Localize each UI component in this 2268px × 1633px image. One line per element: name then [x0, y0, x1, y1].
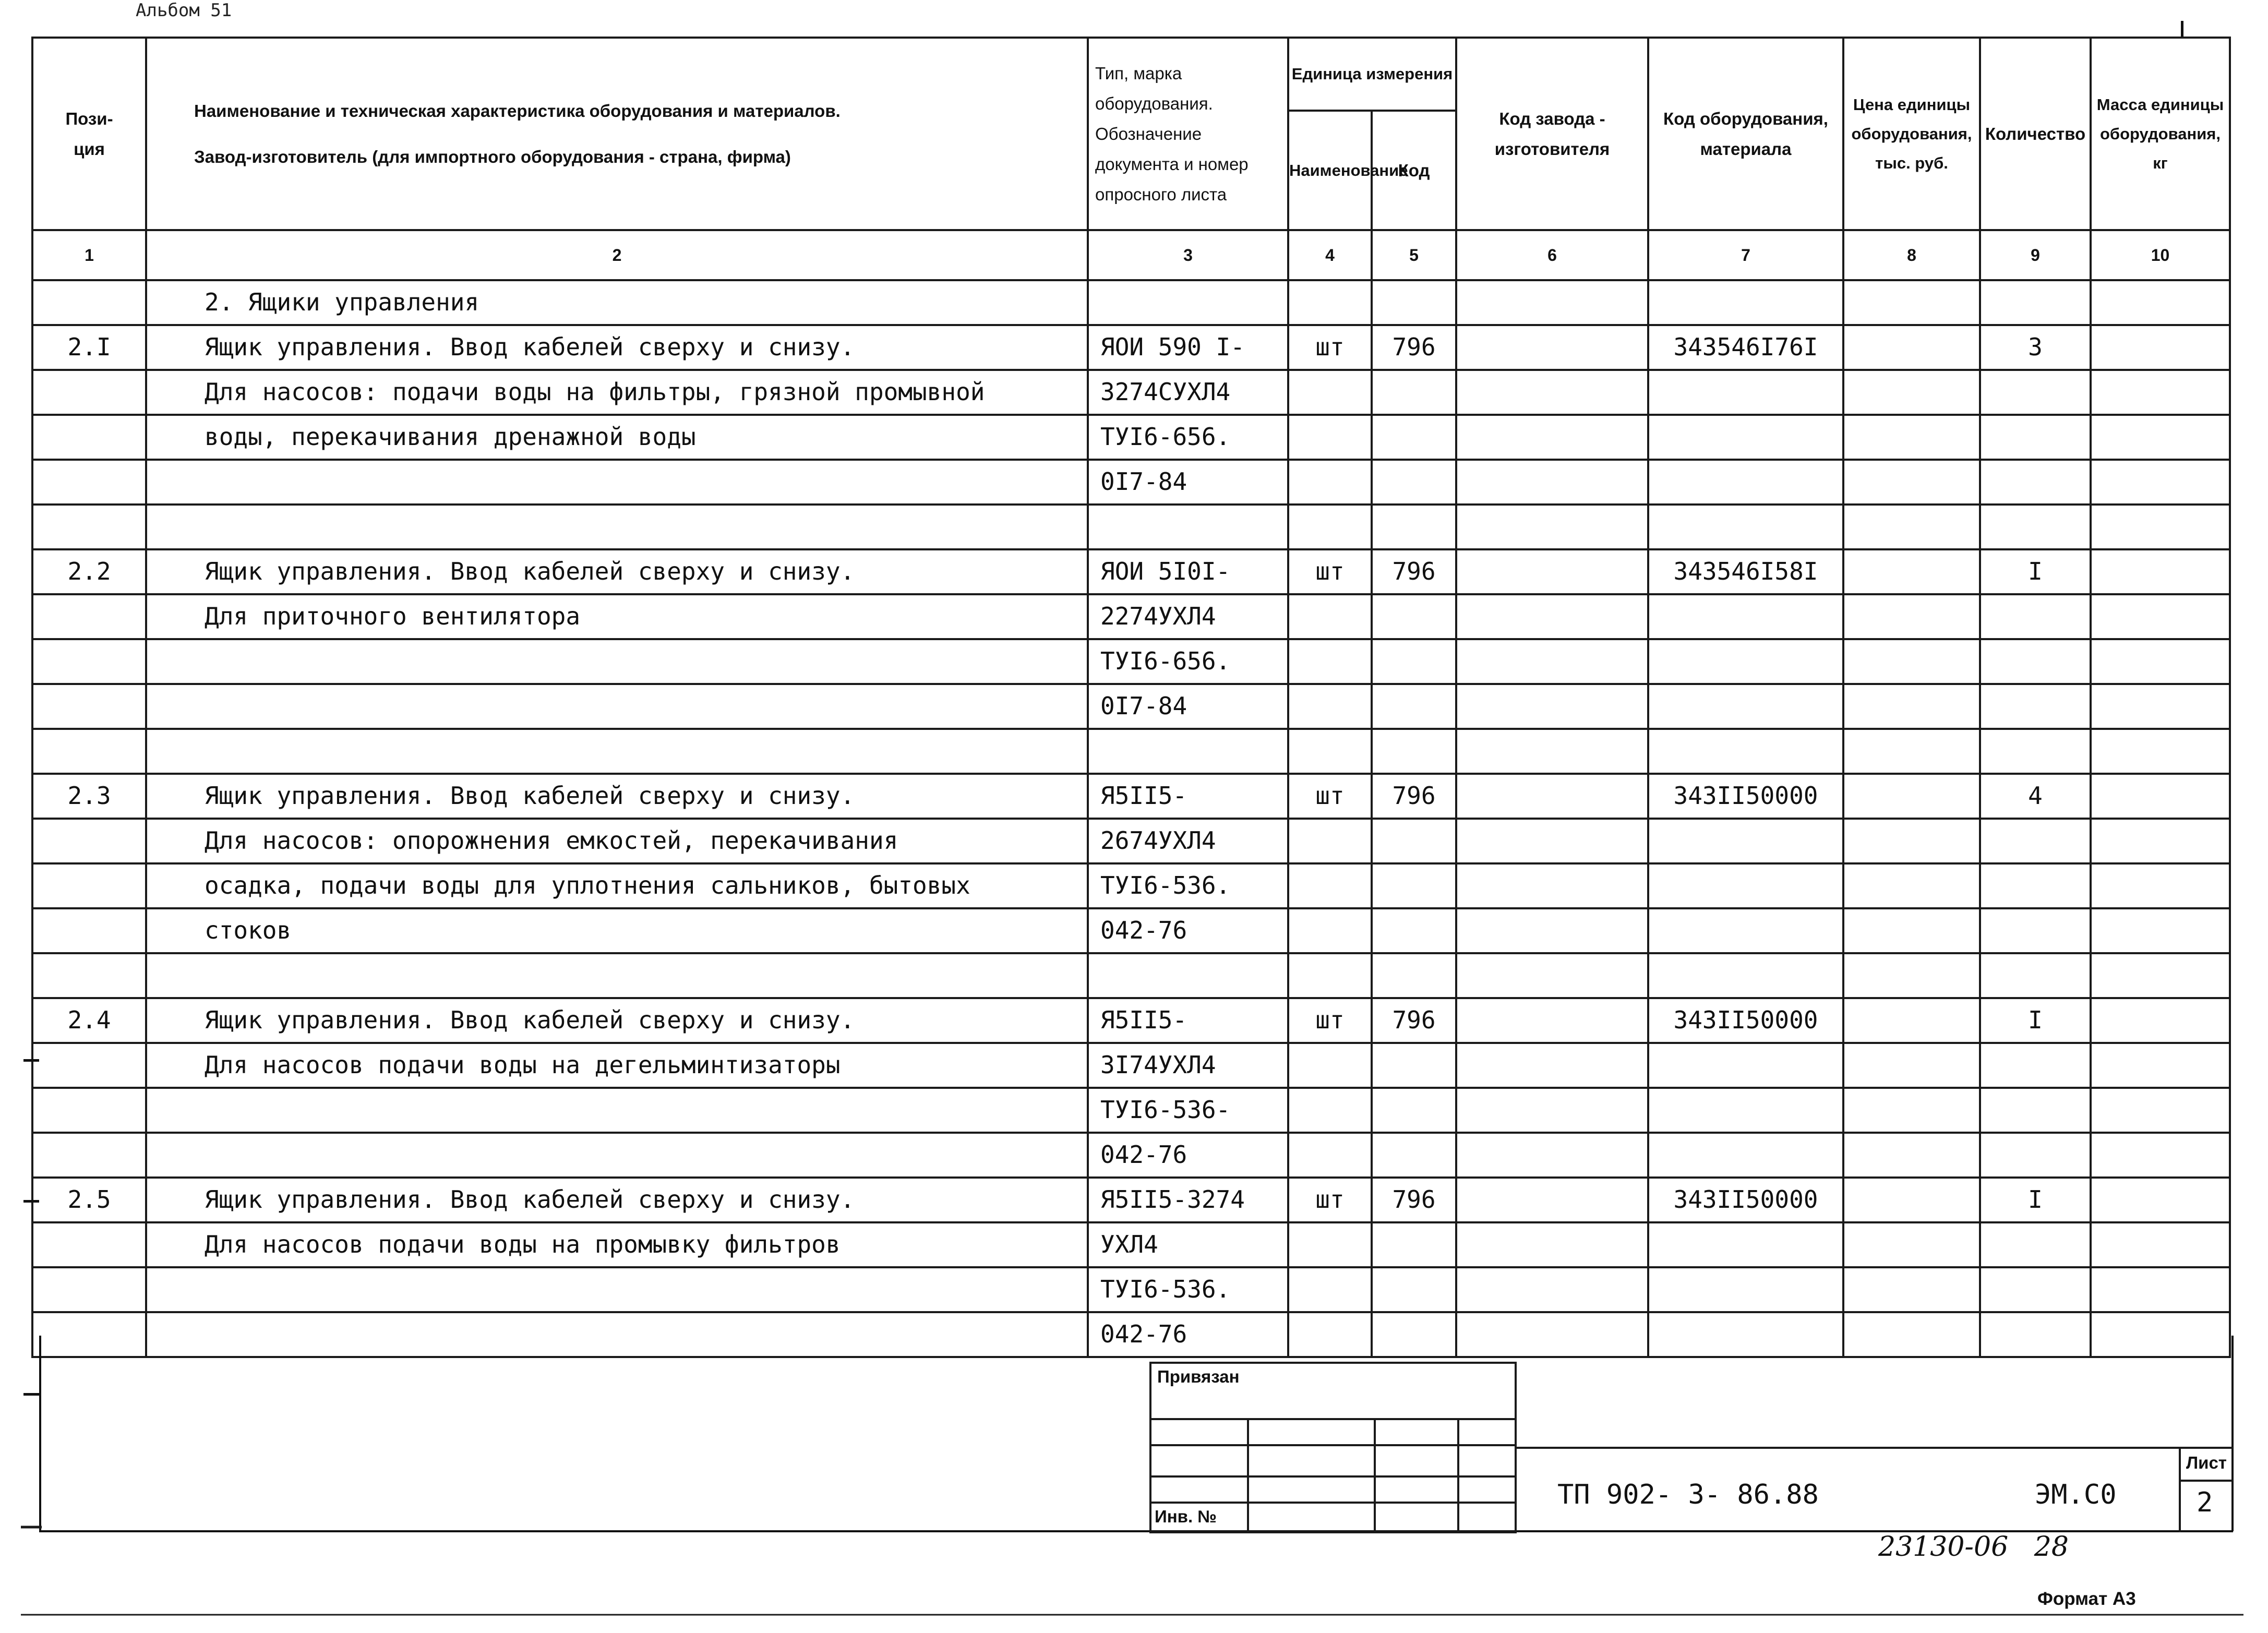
row-unit-name: шт — [1288, 774, 1372, 819]
row-name: Ящик управления. Ввод кабелей сверху и снизу. — [146, 1178, 1088, 1222]
row-unit-name: шт — [1288, 1178, 1372, 1222]
header-unit-group: Единица измерения — [1288, 38, 1456, 111]
row-type-mark: 042-76 — [1088, 908, 1288, 953]
column-number-9: 9 — [1980, 230, 2091, 280]
section-code: ЭМ.С0 — [2035, 1479, 2117, 1510]
row-name: Для насосов: опорожнения емкостей, перекачивания — [146, 819, 1088, 863]
row-type-mark: ТУI6-656. — [1088, 639, 1288, 684]
row-type-mark: 0I7-84 — [1088, 684, 1288, 729]
row-name: 2. Ящики управления — [146, 280, 1088, 325]
column-number-6: 6 — [1456, 230, 1648, 280]
row-type-mark: ТУI6-536. — [1088, 1267, 1288, 1312]
row-type-mark: 2674УХЛ4 — [1088, 819, 1288, 863]
row-type-mark: 2274УХЛ4 — [1088, 594, 1288, 639]
row-name: Для насосов: подачи воды на фильтры, грязной промывной — [146, 370, 1088, 415]
column-number-8: 8 — [1843, 230, 1980, 280]
row-equipment-code: 343II50000 — [1648, 998, 1843, 1043]
row-quantity: I — [1980, 998, 2091, 1043]
row-position: 2.5 — [32, 1178, 146, 1222]
row-name: Ящик управления. Ввод кабелей сверху и снизу. — [146, 549, 1088, 594]
header-position: Пози- ция — [32, 38, 146, 230]
row-type-mark: ТУI6-536- — [1088, 1088, 1288, 1133]
header-unit-price: Цена единицы оборудования, тыс. руб. — [1843, 38, 1980, 230]
row-type-mark: УХЛ4 — [1088, 1222, 1288, 1267]
attached-label: Привязан — [1157, 1367, 1240, 1386]
row-type-mark: Я5II5-3274 — [1088, 1178, 1288, 1222]
row-quantity: 3 — [1980, 325, 2091, 370]
row-position: 2.2 — [32, 549, 146, 594]
row-unit-name: шт — [1288, 549, 1372, 594]
row-position: 2.4 — [32, 998, 146, 1043]
header-equipment-code: Код оборудования, материала — [1648, 38, 1843, 230]
row-name: Ящик управления. Ввод кабелей сверху и снизу. — [146, 325, 1088, 370]
column-number-1: 1 — [32, 230, 146, 280]
column-number-2: 2 — [146, 230, 1088, 280]
sheet-label: Лист — [2186, 1453, 2227, 1472]
row-unit-code: 796 — [1372, 1178, 1456, 1222]
column-number-4: 4 — [1288, 230, 1372, 280]
row-type-mark: ТУI6-536. — [1088, 863, 1288, 908]
row-name: стоков — [146, 908, 1088, 953]
handwritten-inventory-number: 23130-06 28 — [1878, 1531, 2069, 1563]
row-type-mark: 0I7-84 — [1088, 460, 1288, 505]
row-type-mark: 3I74УХЛ4 — [1088, 1043, 1288, 1088]
row-type-mark: ЯОИ 5I0I- — [1088, 549, 1288, 594]
row-name: осадка, подачи воды для уплотнения сальников, бытовых — [146, 863, 1088, 908]
header-unit-code: Код — [1372, 111, 1456, 230]
row-type-mark: 042-76 — [1088, 1312, 1288, 1357]
row-unit-name: шт — [1288, 325, 1372, 370]
row-type-mark: Я5II5- — [1088, 998, 1288, 1043]
sheet-number: 2 — [2197, 1487, 2213, 1518]
row-equipment-code: 343II50000 — [1648, 774, 1843, 819]
row-quantity: 4 — [1980, 774, 2091, 819]
row-type-mark: ТУI6-656. — [1088, 415, 1288, 460]
row-unit-code: 796 — [1372, 325, 1456, 370]
header-factory-code: Код завода - изготовителя — [1456, 38, 1648, 230]
row-position: 2.3 — [32, 774, 146, 819]
album-label: Альбом 51 — [136, 0, 232, 21]
column-number-10: 10 — [2091, 230, 2230, 280]
header-type-mark: Тип, марка оборудования. Обозначение документа и номер опросного листа — [1088, 38, 1288, 230]
column-number-3: 3 — [1088, 230, 1288, 280]
row-unit-name: шт — [1288, 998, 1372, 1043]
row-name: Для приточного вентилятора — [146, 594, 1088, 639]
row-position: 2.I — [32, 325, 146, 370]
row-name: Для насосов подачи воды на дегельминтизаторы — [146, 1043, 1088, 1088]
paper-format-label: Формат А3 — [2037, 1589, 2136, 1609]
row-equipment-code: 343546I58I — [1648, 549, 1843, 594]
row-type-mark: 3274СУХЛ4 — [1088, 370, 1288, 415]
header-name-description: Наименование и техническая характеристика оборудования и материалов. Завод-изготовитель (для импортного оборудования - страна, фирма) — [146, 38, 1088, 230]
row-type-mark: Я5II5- — [1088, 774, 1288, 819]
document-code: ТП 902- 3- 86.88 — [1557, 1479, 1819, 1510]
row-type-mark: ЯОИ 590 I- — [1088, 325, 1288, 370]
row-unit-code: 796 — [1372, 774, 1456, 819]
row-name: воды, перекачивания дренажной воды — [146, 415, 1088, 460]
inventory-number-label: Инв. № — [1155, 1507, 1217, 1526]
column-number-7: 7 — [1648, 230, 1843, 280]
row-type-mark: 042-76 — [1088, 1133, 1288, 1178]
header-unit-mass: Масса единицы оборудования, кг — [2091, 38, 2230, 230]
row-name: Ящик управления. Ввод кабелей сверху и снизу. — [146, 998, 1088, 1043]
header-quantity: Количество — [1980, 38, 2091, 230]
row-quantity: I — [1980, 1178, 2091, 1222]
row-equipment-code: 343II50000 — [1648, 1178, 1843, 1222]
row-name: Ящик управления. Ввод кабелей сверху и снизу. — [146, 774, 1088, 819]
row-unit-code: 796 — [1372, 549, 1456, 594]
column-number-5: 5 — [1372, 230, 1456, 280]
row-name: Для насосов подачи воды на промывку фильтров — [146, 1222, 1088, 1267]
row-unit-code: 796 — [1372, 998, 1456, 1043]
row-equipment-code: 343546I76I — [1648, 325, 1843, 370]
header-unit-name: Наименование — [1288, 111, 1372, 230]
row-quantity: I — [1980, 549, 2091, 594]
